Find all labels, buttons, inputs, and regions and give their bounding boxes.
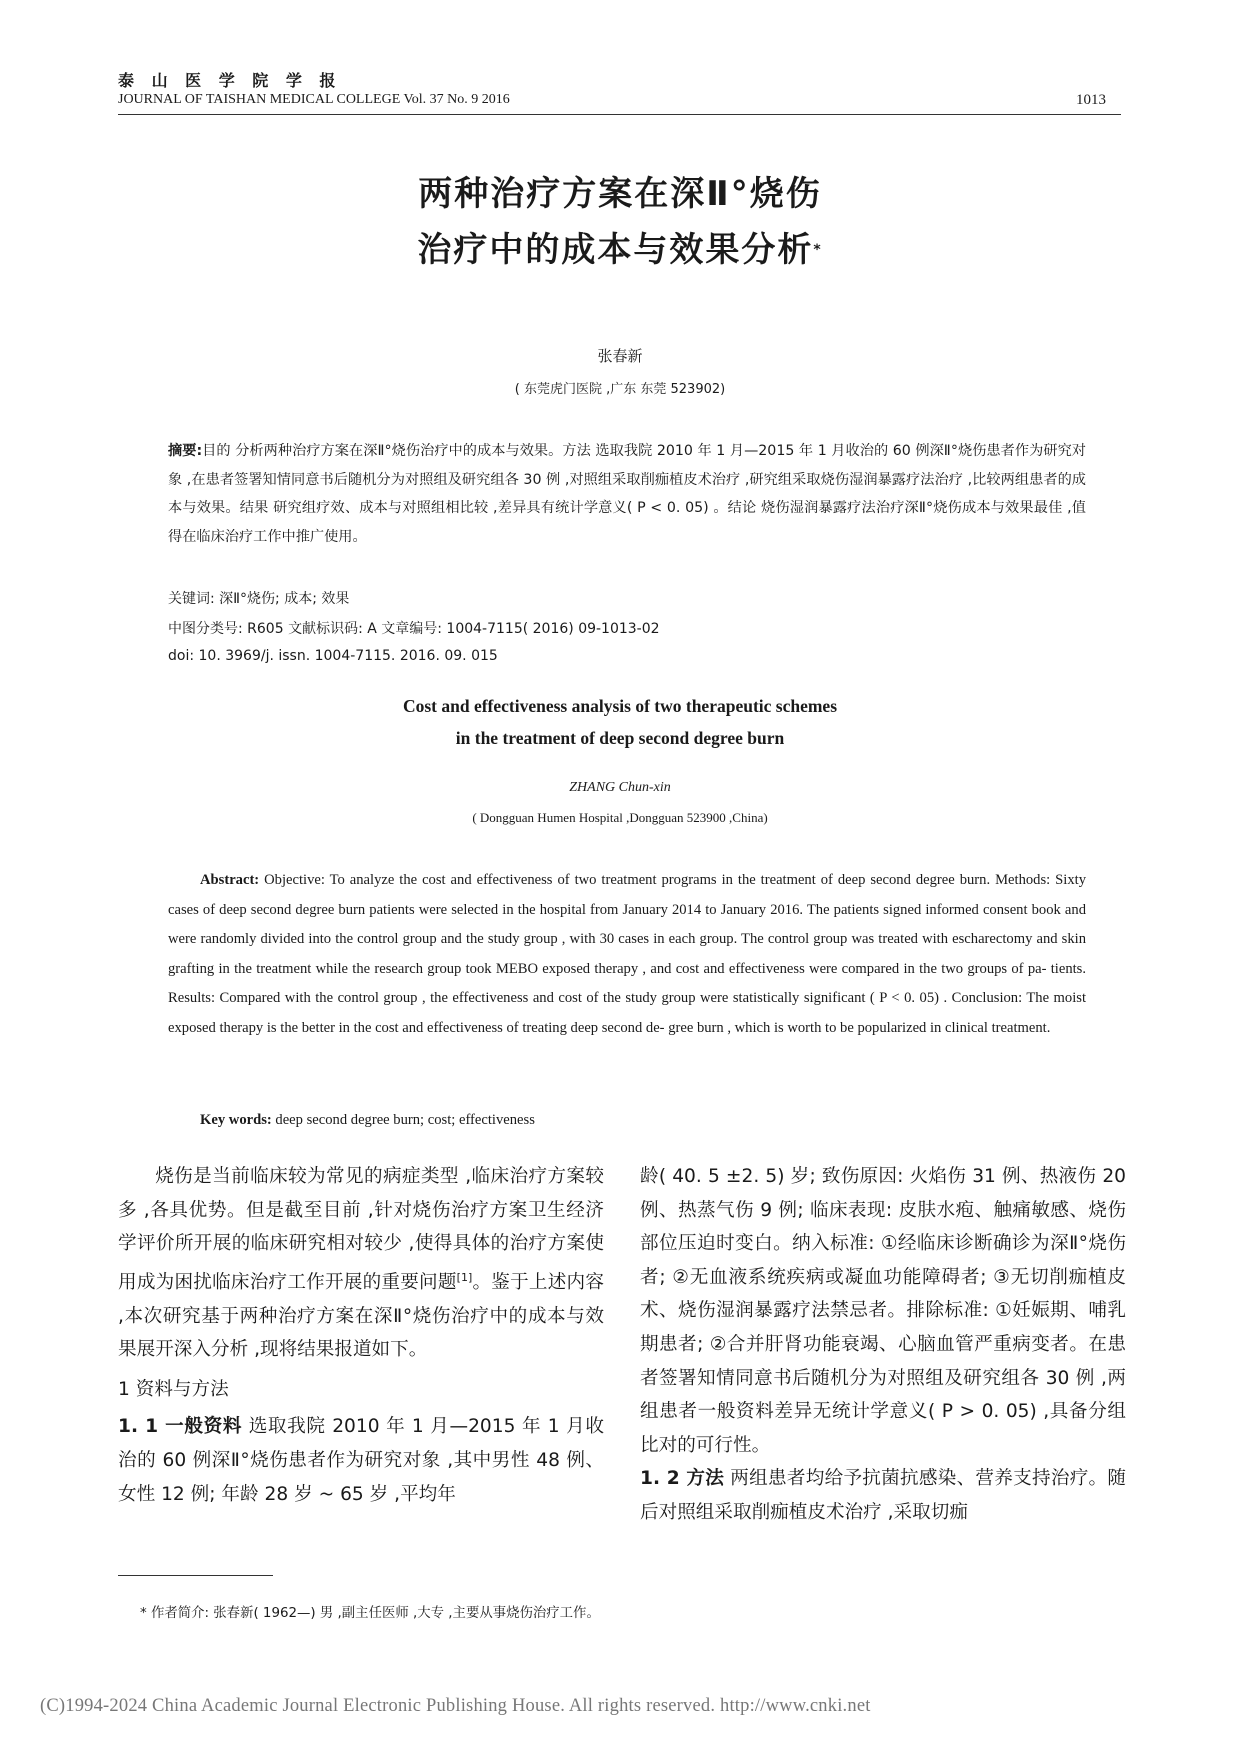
author-en: ZHANG Chun-xin [569,780,671,795]
copyright-notice: (C)1994-2024 China Academic Journal Electronic Publishing House. All rights reserved. http://www.cnki.net [40,1696,871,1716]
journal-name-en: JOURNAL OF TAISHAN MEDICAL COLLEGE Vol. 37 No. 9 2016 [118,92,510,107]
section-1-heading: 1 资料与方法 [118,1378,229,1400]
body-right-column [640,1160,1126,1530]
section-1-1-text: 选取我院 2010 年 1 月—2015 年 1 月收治的 60 例深Ⅱ°烧伤患者作为研究对象 ,其中男性 48 例、女性 12 例; 年龄 28 岁 ~ 65 岁 ,平均年 [118,1416,604,1505]
journal-name-cn: 泰 山 医 学 院 学 报 [118,71,342,90]
intro-paragraph [118,1160,604,1367]
affiliation-en: ( Dongguan Humen Hospital ,Dongguan 523900 ,China) [472,810,768,825]
title-en-line1: Cost and effectiveness analysis of two therapeutic schemes [402,696,838,716]
page-number: 1013 [1076,92,1106,108]
footnote-rule [118,1575,273,1576]
classification-cn: 中图分类号: R605 文献标识码: A 文章编号: 1004-7115( 2016) 09-1013-02 [168,621,660,637]
section-1-2-number: 1. 2 [640,1468,680,1490]
keywords-en [200,1112,535,1129]
header-rule [118,114,1121,115]
author-cn: 张春新 [597,347,643,365]
abstract-cn [168,437,1086,551]
title-en-line2: in the treatment of deep second degree burn [455,728,785,748]
section-1-1-continued: 龄( 40. 5 ±2. 5) 岁; 致伤原因: 火焰伤 31 例、热液伤 20 例、热蒸气伤 9 例; 临床表现: 皮肤水疱、触痛敏感、烧伤部位压迫时变白。纳入标准: ①经临床诊断确诊为深Ⅱ°烧伤者; ②无血液系统疾病或凝血功能障碍者; ③无切削痂植皮术、烧伤湿润暴露疗法禁忌者。排除标准: ①妊娠期、哺乳期患者; ②合并肝肾功能衰竭、心脑血管严重病变者。在患者签署知情同意书后随机分为对照组及研究组各 30 例 ,两组患者一般资料差异无统计学意义( P > 0. 05) ,具备分组比对的可行性。 [640,1166,1126,1456]
keywords-en-text: deep second degree burn; cost; effectiveness [271,1112,535,1128]
section-1-2-title: 方法 [679,1468,725,1490]
abstract-cn-text: 目的 分析两种治疗方案在深Ⅱ°烧伤治疗中的成本与效果。方法 选取我院 2010 年 1 月—2015 年 1 月收治的 60 例深Ⅱ°烧伤患者作为研究对象 ,在患者签署知情同意书后随机分为对照组及研究组各 30 例 ,对照组采取削痂植皮术治疗 ,研究组采取烧伤湿润暴露疗法治疗 ,比较两组患者的成本与效果。结果 研究组疗效、成本与对照组相比较 ,差异具有统计学意义( P < 0. 05) 。结论 烧伤湿润暴露疗法治疗深Ⅱ°烧伤成本与效果最佳 ,值得在临床治疗工作中推广使用。 [168,443,1086,545]
title-cn-line2 [0,222,1240,278]
abstract-en-label: Abstract: [200,872,260,888]
abstract-cn-label: 摘要: [168,443,203,459]
title-cn-line2-text: 治疗中的成本与效果分析 [417,230,814,270]
doi: doi: 10. 3969/j. issn. 1004-7115. 2016. 09. 015 [168,648,498,664]
abstract-en [168,866,1086,1044]
title-footnote-marker: * [813,242,823,258]
author-footnote: * 作者简介: 张春新( 1962—) 男 ,副主任医师 ,大专 ,主要从事烧伤治疗工作。 [140,1606,600,1621]
section-1-1-paragraph [118,1410,604,1511]
abstract-en-text: Objective: To analyze the cost and effectiveness of two treatment programs in the treatment of deep second degree burn. Methods: Sixty cases of deep second degree burn patients were selected in the hospital from January 2014 to January 2016. The patients signed informed consent book and were randomly divided into the control group and the study group , with 30 cases in each group. The control group was treated with escharectomy and skin grafting in the treatment while the research group took MEBO exposed therapy , and cost and effectiveness were compared in the two groups of pa- tients. Results: Compared with the control group , the effectiveness and cost of the study group were statistically significant ( P < 0. 05) . Conclusion: The moist exposed therapy is the better in the cost and effectiveness of treating deep second de- gree burn , which is worth to be popularized in clinical treatment. [168,872,1086,1036]
keywords-en-label: Key words: [200,1112,272,1128]
section-1-1-title: 一般资料 [158,1416,243,1438]
section-1-2-text: 两组患者均给予抗菌抗感染、营养支持治疗。随后对照组采取削痂植皮术治疗 ,采取切痂 [640,1468,1126,1523]
intro-text-a: 烧伤是当前临床较为常见的病症类型 ,临床治疗方案较多 ,各具优势。但是截至目前 ,针对烧伤治疗方案卫生经济学评价所开展的临床研究相对较少 ,使得具体的治疗方案使用成为困扰临床治疗工作开展的重要问题 [118,1166,604,1293]
body-left-column [118,1160,604,1511]
title-cn [0,166,1240,278]
intro-reference: [1] [456,1270,473,1284]
section-1-2-paragraph [640,1462,1126,1529]
section-1-1-number: 1. 1 [118,1416,159,1438]
affiliation-cn: ( 东莞虎门医院 ,广东 东莞 523902) [514,382,726,397]
keywords-cn: 关键词: 深Ⅱ°烧伤; 成本; 效果 [168,591,350,607]
intro-text-b: 。鉴于上述内容 ,本次研究基于两种治疗方案在深Ⅱ°烧伤治疗中的成本与效果展开深入分析 ,现将结果报道如下。 [118,1271,604,1361]
title-cn-line1: 两种治疗方案在深Ⅱ°烧伤 [418,174,822,214]
